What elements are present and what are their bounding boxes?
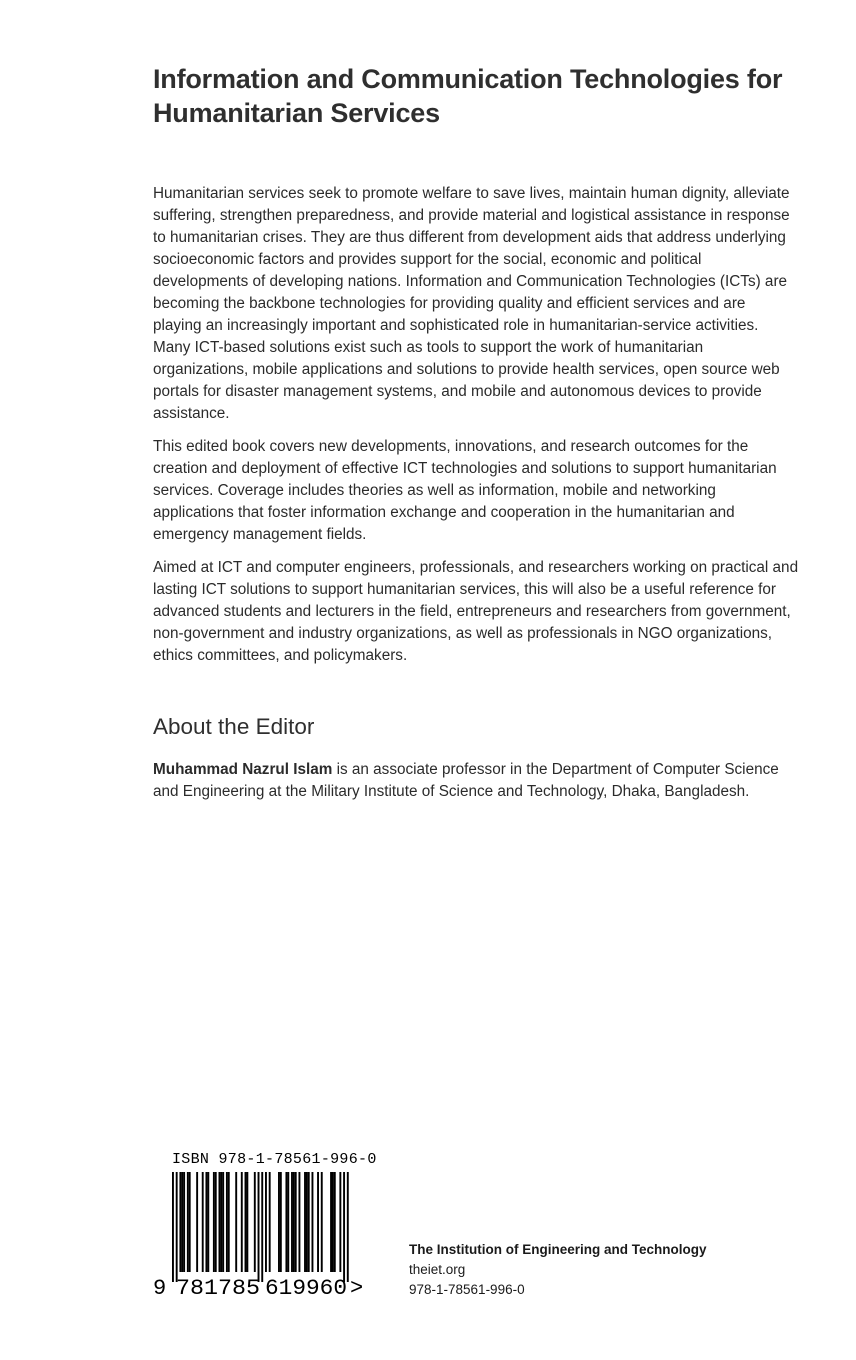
text-line: lasting ICT solutions to support humanitarian services, this will also be a useful reference for [153, 581, 776, 598]
barcode-bar [280, 1172, 282, 1272]
barcode-bar [261, 1172, 263, 1282]
text-line: advanced students and lecturers in the field, entrepreneurs and researchers from government, [153, 603, 791, 620]
barcode-bar [269, 1172, 271, 1272]
barcode-bar [176, 1172, 178, 1282]
text-line: services. Coverage includes theories as well as information, mobile and networking [153, 482, 716, 499]
barcode-bar [291, 1172, 293, 1272]
barcode-bar [219, 1172, 221, 1272]
isbn-label: ISBN 978-1-78561-996-0 [172, 1151, 377, 1168]
text-line: organizations, mobile applications and solutions to provide health services, open source web [153, 361, 780, 378]
title-line: Humanitarian Services [153, 98, 440, 128]
barcode-quiet-zone-mark: > [350, 1276, 364, 1300]
barcode-bar [183, 1172, 185, 1272]
barcode-bar [304, 1172, 306, 1272]
text-line: playing an increasingly important and sophisticated role in humanitarian-service activities. [153, 317, 759, 334]
barcode-bar [287, 1172, 289, 1272]
barcode-bars [172, 1172, 349, 1282]
barcode-digit-first: 9 [153, 1276, 167, 1300]
barcode-bar [207, 1172, 209, 1272]
barcode-bar [265, 1172, 267, 1272]
barcode-bar [222, 1172, 224, 1272]
text-line: socioeconomic factors and provides support for the social, economic and political [153, 251, 702, 268]
editor-name: Muhammad Nazrul Islam [153, 761, 333, 778]
publisher-block [409, 1240, 707, 1300]
barcode-bar [241, 1172, 243, 1272]
text-line: assistance. [153, 405, 230, 422]
text-line: portals for disaster management systems, and mobile and autonomous devices to provide [153, 383, 762, 400]
barcode-digits-right: 619960 [265, 1276, 347, 1300]
editor-bio [153, 759, 815, 803]
barcode-bar [246, 1172, 248, 1272]
barcode-bar [245, 1172, 247, 1272]
publisher-isbn: 978-1-78561-996-0 [409, 1282, 525, 1297]
text-line: applications that foster information exchange and cooperation in the humanitarian and [153, 504, 735, 521]
barcode-bar [202, 1172, 204, 1272]
barcode-bar [312, 1172, 314, 1272]
publisher-website: theiet.org [409, 1262, 466, 1277]
publisher-name: The Institution of Engineering and Technology [409, 1242, 707, 1257]
barcode-bar [215, 1172, 217, 1272]
barcode-bar [339, 1172, 341, 1272]
barcode-bar [306, 1172, 308, 1272]
barcode-bar [181, 1172, 183, 1272]
barcode-bar [179, 1172, 181, 1272]
description-paragraph-1 [153, 183, 815, 425]
editor-bio-text: is an associate professor in the Department of Computer Science [332, 761, 779, 778]
description-paragraph-2 [153, 436, 815, 546]
text-line: Humanitarian services seek to promote welfare to save lives, maintain human dignity, alleviate [153, 185, 790, 202]
barcode-bar [213, 1172, 215, 1272]
barcode-bar [226, 1172, 228, 1272]
barcode-bar [205, 1172, 207, 1272]
barcode-bar [196, 1172, 198, 1272]
text-line: non-government and industry organizations, as well as professionals in NGO organizations, [153, 625, 773, 642]
text-line: becoming the backbone technologies for providing quality and efficient services and are [153, 295, 746, 312]
barcode-bar [332, 1172, 334, 1272]
barcode-bar [317, 1172, 319, 1272]
barcode-bar [278, 1172, 280, 1272]
barcode-bar [189, 1172, 191, 1272]
text-line [153, 759, 815, 781]
text-line: This edited book covers new developments, innovations, and research outcomes for the [153, 438, 749, 455]
text-line: emergency management fields. [153, 526, 367, 543]
barcode-bar [347, 1172, 349, 1282]
barcode-bar [295, 1172, 297, 1272]
title-line: Information and Communication Technologies for [153, 64, 783, 94]
barcode-bar [308, 1172, 310, 1272]
isbn-barcode [150, 1170, 370, 1300]
barcode-bar [298, 1172, 300, 1272]
barcode-bar [228, 1172, 230, 1272]
text-line: developments of developing nations. Information and Communication Technologies (ICTs) are [153, 273, 788, 290]
barcode-digits-left: 781785 [176, 1276, 260, 1300]
barcode-bar [285, 1172, 287, 1272]
barcode-bar [293, 1172, 295, 1272]
barcode-bar [254, 1172, 256, 1272]
text-line: suffering, strengthen preparedness, and provide material and logistical assistance in response [153, 207, 790, 224]
barcode-bar [343, 1172, 345, 1282]
text-line: to humanitarian crises. They are thus different from development aids that address underlying [153, 229, 786, 246]
barcode-bar [330, 1172, 332, 1272]
text-line: Aimed at ICT and computer engineers, professionals, and researchers working on practical and [153, 559, 799, 576]
text-line: creation and deployment of effective ICT technologies and solutions to support humanitarian [153, 460, 777, 477]
barcode-bar [334, 1172, 336, 1272]
about-editor-heading: About the Editor [153, 714, 315, 739]
barcode-bar [235, 1172, 237, 1272]
text-line: and Engineering at the Military Institute of Science and Technology, Dhaka, Bangladesh. [153, 783, 750, 800]
barcode-bar [187, 1172, 189, 1272]
book-title [153, 62, 813, 130]
barcode-bar [321, 1172, 323, 1272]
barcode-bar [258, 1172, 260, 1282]
text-line: ethics committees, and policymakers. [153, 647, 408, 664]
barcode-bar [172, 1172, 174, 1282]
barcode-bar [220, 1172, 222, 1272]
description-paragraph-3 [153, 557, 815, 667]
text-line: Many ICT-based solutions exist such as tools to support the work of humanitarian [153, 339, 704, 356]
